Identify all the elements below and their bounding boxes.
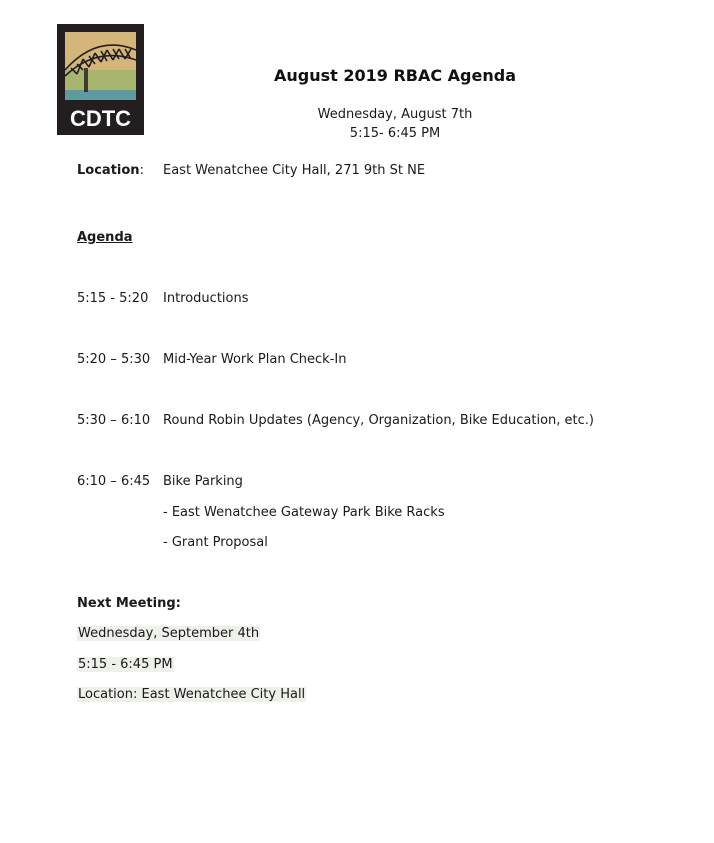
agenda-heading: Agenda <box>77 230 133 245</box>
next-meeting-time: 5:15 - 6:45 PM <box>78 657 173 672</box>
location-value: East Wenatchee City Hall, 271 9th St NE <box>163 163 426 178</box>
agenda-item-time: 5:15 - 5:20 <box>77 291 149 306</box>
agenda-item-time: 5:30 – 6:10 <box>77 413 151 428</box>
meeting-time: 5:15- 6:45 PM <box>349 126 441 141</box>
agenda-item-desc: Round Robin Updates (Agency, Organization, Bike Education, etc.) <box>163 413 594 428</box>
cdtc-logo <box>57 24 144 135</box>
location-colon: : <box>139 163 144 178</box>
meeting-date: Wednesday, August 7th <box>317 107 473 122</box>
agenda-subitem: - Grant Proposal <box>163 535 268 550</box>
next-meeting-heading: Next Meeting: <box>77 596 181 611</box>
agenda-item-desc: Introductions <box>163 291 249 306</box>
agenda-item-time: 6:10 – 6:45 <box>77 474 151 489</box>
next-meeting-location: Location: East Wenatchee City Hall <box>78 687 306 702</box>
location-label: Location <box>77 163 140 178</box>
logo-text: CDTC <box>69 106 132 131</box>
agenda-item-desc: Mid-Year Work Plan Check-In <box>163 352 347 367</box>
agenda-item-desc: Bike Parking <box>163 474 243 489</box>
page-title: August 2019 RBAC Agenda <box>274 66 516 85</box>
agenda-subitem: - East Wenatchee Gateway Park Bike Racks <box>163 505 445 520</box>
agenda-item-time: 5:20 – 5:30 <box>77 352 151 367</box>
next-meeting-date: Wednesday, September 4th <box>78 626 260 641</box>
